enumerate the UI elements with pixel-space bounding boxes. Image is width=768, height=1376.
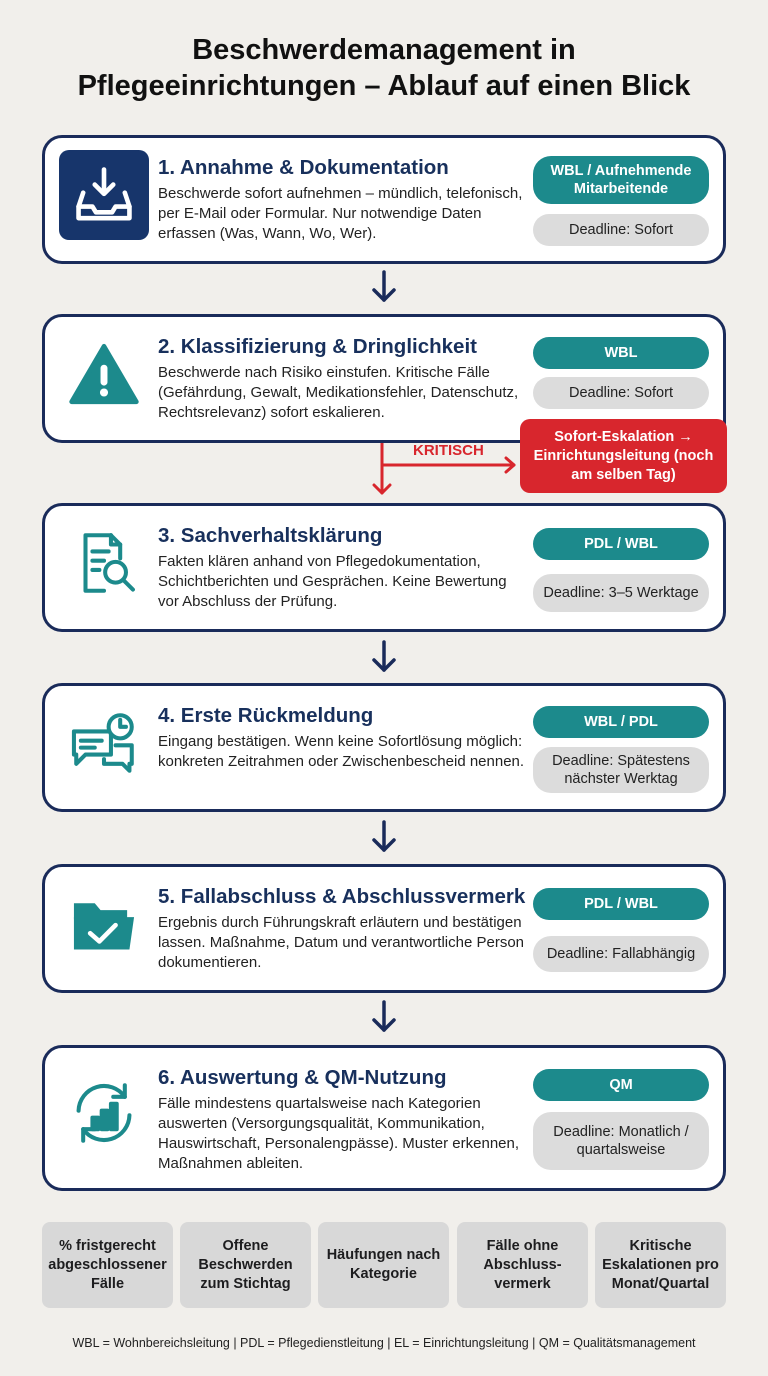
step-6-role-badge: QM [533,1069,709,1101]
page-title [0,32,768,104]
step-3-deadline-badge: Deadline: 3–5 Werktage [533,574,709,612]
step-card-1 [42,135,726,264]
step-5-title: 5. Fallabschluss & Abschlussvermerk [158,885,526,908]
step-1-text: Beschwerde sofort aufnehmen – mündlich, telefonisch, per E-Mail oder Formular. Nur notwendige Daten erfassen (Was, Wann, Wo, Wer). [158,185,523,242]
step-1-role-badge: WBL / Aufnehmende Mitarbeitende [533,156,709,204]
step-2-role-badge: WBL [533,337,709,369]
step-3-text: Fakten klären anhand von Pflegedokumentation, Schichtberichten und Gesprächen. Keine Bewertung vor Abschluss der Prüfung. [158,553,507,610]
folder-check-icon [59,879,149,969]
arrow-down-icon [370,640,398,674]
step-1-deadline-badge: Deadline: Sofort [533,214,709,246]
step-card-5 [42,864,726,993]
step-2-title: 2. Klassifizierung & Dringlichkeit [158,335,477,358]
step-1-title: 1. Annahme & Dokumentation [158,156,449,179]
kpi-tile-2: Offene Beschwerden zum Stichtag [180,1222,311,1308]
arrow-down-icon [370,820,398,854]
step-3-title: 3. Sachverhaltsklärung [158,524,383,547]
step-4-role-badge: WBL / PDL [533,706,709,738]
step-6-deadline-badge: Deadline: Monatlich / quartalsweise [533,1112,709,1170]
step-5-role-badge: PDL / WBL [533,888,709,920]
arrow-down-icon [370,1000,398,1034]
step-card-3 [42,503,726,632]
step-5-deadline-badge: Deadline: Fallabhängig [533,936,709,972]
step-4-deadline-badge: Deadline: Spätestens nächster Werktag [533,747,709,793]
step-4-title: 4. Erste Rückmeldung [158,704,374,727]
kpi-tile-1: % fristgerecht abgeschlossener Fälle [42,1222,173,1308]
warning-triangle-icon [59,329,149,419]
abbreviation-legend: WBL = Wohnbereichsleitung | PDL = Pflegedienstleitung | EL = Einrichtungsleitung | QM = Qualitätsmanagement [72,1336,696,1350]
step-6-title: 6. Auswertung & QM-Nutzung [158,1066,447,1089]
step-card-4 [42,683,726,812]
step-4-text: Eingang bestätigen. Wenn keine Sofortlösung möglich: konkreten Zeitrahmen oder Zwischenbescheid nennen. [158,733,525,770]
step-2-deadline-badge: Deadline: Sofort [533,377,709,409]
step-card-6 [42,1045,726,1191]
inbox-download-icon [59,150,149,240]
kpi-tile-3: Häufungen nach Kategorie [318,1222,449,1308]
escalation-box: Sofort-Eskalation → Einrichtungsleitung (noch am selben Tag) [520,419,727,493]
document-search-icon [59,518,149,608]
step-3-role-badge: PDL / WBL [533,528,709,560]
chat-clock-icon [59,698,149,788]
title-line-2: Pflegeeinrichtungen – Ablauf auf einen Blick [77,70,691,102]
analytics-cycle-icon [59,1068,149,1158]
step-5-text: Ergebnis durch Führungskraft erläutern und bestätigen lassen. Maßnahme, Datum und verantwortliche Person dokumentieren. [158,914,525,971]
arrow-down-icon [370,270,398,304]
critical-label: KRITISCH [413,442,484,459]
step-2-text: Beschwerde nach Risiko einstufen. Kritische Fälle (Gefährdung, Gewalt, Medikationsfehler, Datenschutz, Rechtsrelevanz) sofort eskalieren. [158,364,519,421]
step-6-text: Fälle mindestens quartalsweise nach Kategorien auswerten (Versorgungsqualität, Kommunikation, Hauswirtschaft, Personalengpässe). Muster erkennen, Maßnahmen ableiten. [158,1095,520,1172]
kpi-tile-4: Fälle ohne Abschluss-vermerk [457,1222,588,1308]
title-line-1: Beschwerdemanagement in [192,34,576,66]
kpi-tile-5: Kritische Eskalationen pro Monat/Quartal [595,1222,726,1308]
